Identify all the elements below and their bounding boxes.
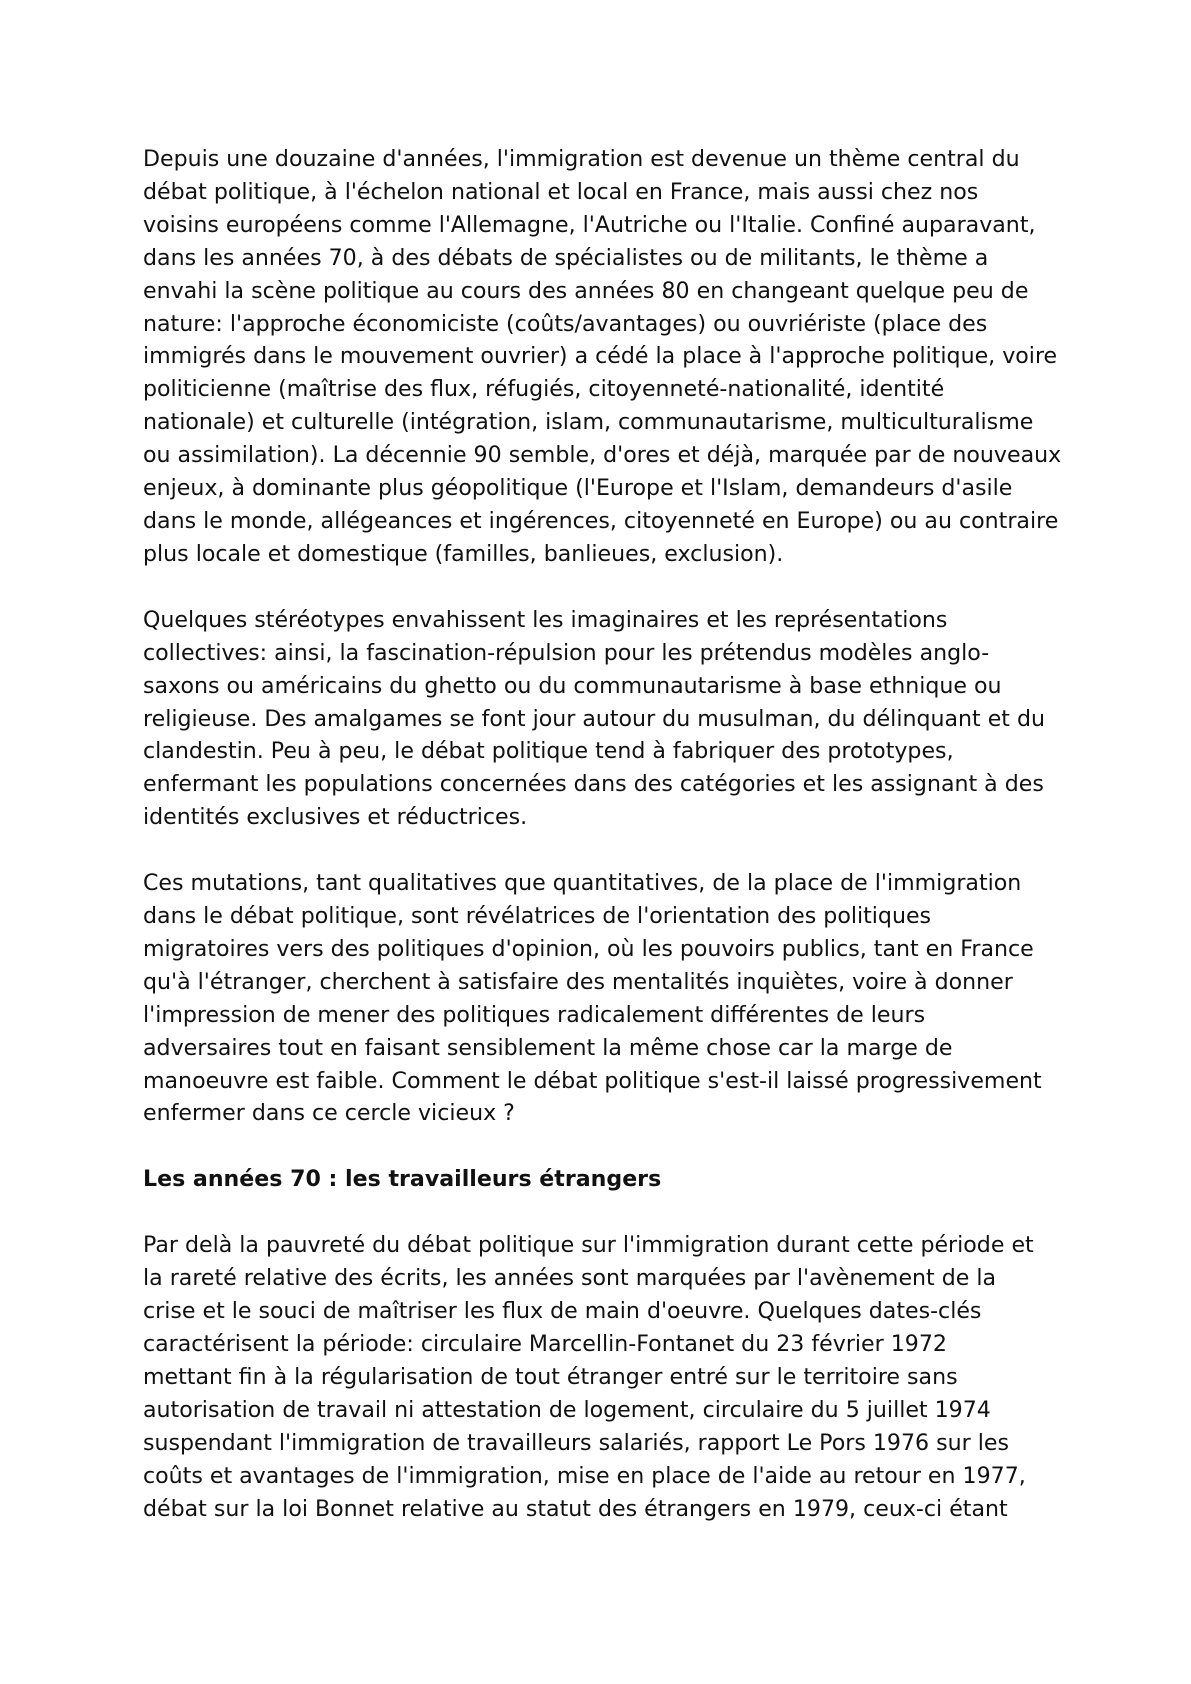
text-line: la rareté relative des écrits, les années sont marquées par l'avènement de la	[143, 1265, 997, 1292]
text-line: identités exclusives et réductrices.	[143, 804, 528, 831]
document-page	[143, 143, 1073, 1558]
text-line: immigrés dans le mouvement ouvrier) a cédé la place à l'approche politique, voire	[143, 343, 1058, 370]
paragraph-mutations	[143, 867, 1073, 1130]
text-line: nationale) et culturelle (intégration, islam, communautarisme, multiculturalisme	[143, 409, 1034, 436]
text-line: manoeuvre est faible. Comment le débat politique s'est-il laissé progressivement	[143, 1067, 1042, 1094]
text-line: coûts et avantages de l'immigration, mise en place de l'aide au retour en 1977,	[143, 1462, 1026, 1489]
text-line: débat sur la loi Bonnet relative au statut des étrangers en 1979, ceux-ci étant	[143, 1495, 1008, 1522]
paragraph-intro	[143, 143, 1073, 571]
text-line: l'impression de mener des politiques radicalement différentes de leurs	[143, 1001, 926, 1028]
text-line: migratoires vers des politiques d'opinion, où les pouvoirs publics, tant en France	[143, 935, 1034, 962]
text-line: adversaires tout en faisant sensiblement la même chose car la marge de	[143, 1034, 953, 1061]
text-line: saxons ou américains du ghetto ou du communautarisme à base ethnique ou	[143, 672, 1002, 699]
text-line: qu'à l'étranger, cherchent à satisfaire des mentalités inquiètes, voire à donner	[143, 968, 1013, 995]
text-line: Depuis une douzaine d'années, l'immigration est devenue un thème central du	[143, 146, 1020, 172]
text-line: envahi la scène politique au cours des années 80 en changeant quelque peu de	[143, 277, 1029, 304]
text-line: ou assimilation). La décennie 90 semble, d'ores et déjà, marquée par de nouveaux	[143, 442, 1062, 469]
paragraph-stereotypes	[143, 604, 1073, 834]
section-heading: Les années 70 : les travailleurs étrangers	[143, 1166, 662, 1193]
text-line: dans le monde, allégeances et ingérences, citoyenneté en Europe) ou au contraire	[143, 507, 1059, 534]
text-line: nature: l'approche économiciste (coûts/avantages) ou ouvriériste (place des	[143, 310, 988, 337]
text-line: mettant fin à la régularisation de tout étranger entré sur le territoire sans	[143, 1363, 958, 1390]
text-line: autorisation de travail ni attestation de logement, circulaire du 5 juillet 1974	[143, 1396, 991, 1423]
text-line: religieuse. Des amalgames se font jour autour du musulman, du délinquant et du	[143, 705, 1046, 732]
text-line: voisins européens comme l'Allemagne, l'Autriche ou l'Italie. Confiné auparavant,	[143, 211, 1036, 238]
text-line: dans les années 70, à des débats de spécialistes ou de militants, le thème a	[143, 244, 989, 271]
text-line: Ces mutations, tant qualitatives que quantitatives, de la place de l'immigration	[143, 870, 1022, 897]
text-line: crise et le souci de maîtriser les flux de main d'oeuvre. Quelques dates-clés	[143, 1298, 982, 1325]
text-line: Quelques stéréotypes envahissent les imaginaires et les représentations	[143, 606, 948, 633]
text-line: suspendant l'immigration de travailleurs salariés, rapport Le Pors 1976 sur les	[143, 1429, 1009, 1456]
text-line: collectives: ainsi, la fascination-répulsion pour les prétendus modèles anglo-	[143, 639, 990, 666]
paragraph-seventies	[143, 1229, 1073, 1525]
text-line: enfermer dans ce cercle vicieux ?	[143, 1100, 515, 1127]
text-line: plus locale et domestique (familles, banlieues, exclusion).	[143, 540, 784, 567]
text-line: clandestin. Peu à peu, le débat politique tend à fabriquer des prototypes,	[143, 738, 954, 765]
text-line: enjeux, à dominante plus géopolitique (l'Europe et l'Islam, demandeurs d'asile	[143, 475, 1013, 502]
text-line: enfermant les populations concernées dans des catégories et les assignant à des	[143, 771, 1044, 798]
text-line: débat politique, à l'échelon national et local en France, mais aussi chez nos	[143, 178, 979, 205]
text-line: politicienne (maîtrise des flux, réfugiés, citoyenneté-nationalité, identité	[143, 376, 945, 403]
text-line: Par delà la pauvreté du débat politique sur l'immigration durant cette période et	[143, 1232, 1034, 1259]
text-line: caractérisent la période: circulaire Marcellin-Fontanet du 23 février 1972	[143, 1331, 947, 1357]
text-line: dans le débat politique, sont révélatrices de l'orientation des politiques	[143, 903, 932, 930]
